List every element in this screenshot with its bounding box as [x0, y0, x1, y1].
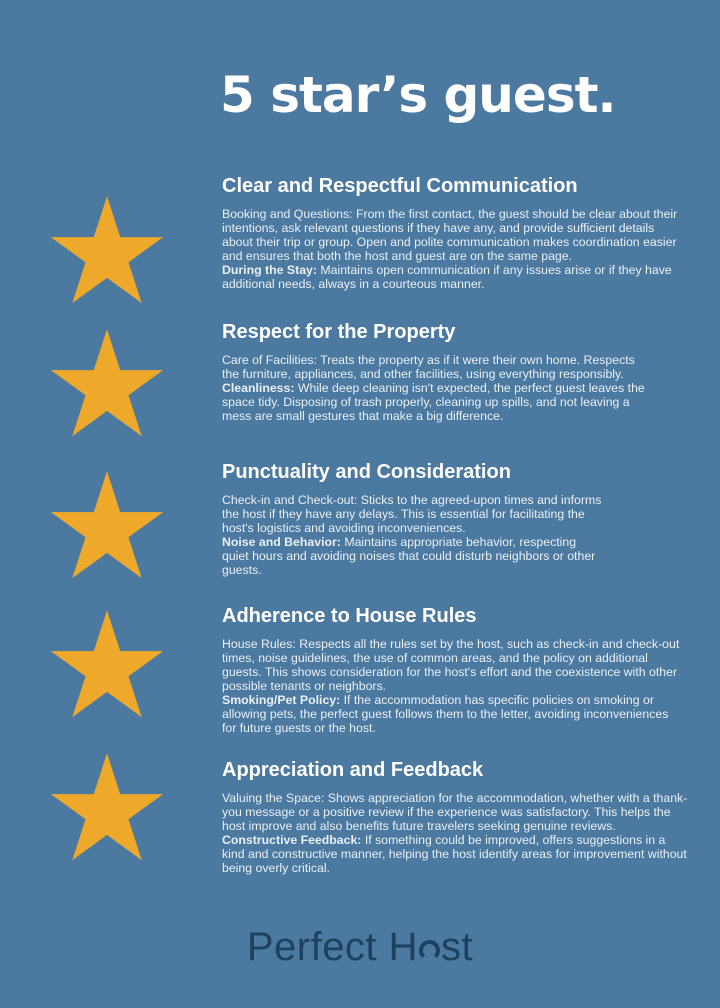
section-body — [222, 493, 604, 577]
star-icon — [48, 471, 166, 579]
section-heading: Clear and Respectful Communication — [222, 175, 578, 197]
section-para1: Check-in and Check-out: Sticks to the agreed-upon times and informs the host if they have any delays. This is essential for facilitating the host's logistics and avoiding inconveniences. — [222, 493, 602, 535]
star-icon-svg — [48, 471, 166, 579]
section-para2-lead: Cleanliness: — [222, 381, 295, 395]
section-heading: Respect for the Property — [222, 321, 456, 343]
section-para2-text: Maintains appropriate behavior, respecting quiet hours and avoiding noises that could disturb neighbors or other guests. — [222, 535, 596, 577]
section-feedback — [222, 759, 690, 875]
section-body — [222, 207, 684, 291]
star-icon — [48, 196, 166, 304]
section-para2-lead: Constructive Feedback: — [222, 833, 362, 847]
open-circle-o-icon — [419, 940, 440, 961]
section-property — [222, 321, 652, 423]
section-para2-text: If the accommodation has specific policies on smoking or allowing pets, the perfect guest follows them to the letter, avoiding inconveniences for future guests or the host. — [222, 693, 669, 735]
section-heading: Adherence to House Rules — [222, 605, 477, 627]
star-icon — [48, 329, 166, 437]
star-icon — [48, 753, 166, 861]
section-para2-lead: Smoking/Pet Policy: — [222, 693, 341, 707]
section-heading: Punctuality and Consideration — [222, 461, 511, 483]
section-para1: Valuing the Space: Shows appreciation for the accommodation, whether with a thank-you message or a positive review if the experience was satisfactory. This helps the host improve and also benefits future travelers seeking genuine reviews. — [222, 791, 688, 833]
section-house-rules — [222, 605, 682, 735]
star-shape — [51, 329, 163, 436]
section-para2-text: While deep cleaning isn't expected, the perfect guest leaves the space tidy. Disposing of trash properly, cleaning up spills, and not leaving a mess are small gestures that make a big difference. — [222, 381, 645, 423]
section-para1: House Rules: Respects all the rules set by the host, such as check-in and check-out times, noise guidelines, the use of common areas, and the policy on additional guests. This shows consideration for the host's effort and the coexistence with other possible tenants or neighbors. — [222, 637, 680, 693]
section-para2-text: Maintains open communication if any issues arise or if they have additional needs, always in a courteous manner. — [222, 263, 672, 291]
brand-logo — [0, 925, 720, 970]
section-body — [222, 353, 652, 423]
section-communication — [222, 175, 684, 291]
star-icon-svg — [48, 753, 166, 861]
star-icon-svg — [48, 610, 166, 718]
star-shape — [51, 471, 163, 578]
section-body — [222, 637, 682, 735]
logo-text-right: st — [441, 925, 474, 969]
star-shape — [51, 753, 163, 860]
section-heading: Appreciation and Feedback — [222, 759, 484, 781]
section-para2-text: If something could be improved, offers suggestions in a kind and constructive manner, helping the host identify areas for improvement without being overly critical. — [222, 833, 687, 875]
logo-text-left: Perfect H — [246, 925, 419, 969]
section-punctuality — [222, 461, 604, 577]
star-icon-svg — [48, 329, 166, 437]
star-icon-svg — [48, 196, 166, 304]
section-para1: Booking and Questions: From the first contact, the guest should be clear about their intentions, ask relevant questions if they have any, and provide sufficient details about their trip or group. Open and polite communication makes coordination easier and ensures that both the host and guest are on the same page. — [222, 207, 678, 263]
star-shape — [51, 196, 163, 303]
section-para1: Care of Facilities: Treats the property as if it were their own home. Respects the furniture, appliances, and other facilities, using everything responsibly. — [222, 353, 635, 381]
page-title: 5 star’s guest. — [220, 66, 616, 124]
section-para2-lead: Noise and Behavior: — [222, 535, 341, 549]
star-icon — [48, 610, 166, 718]
section-para2-lead: During the Stay: — [222, 263, 317, 277]
star-shape — [51, 610, 163, 717]
section-body — [222, 791, 690, 875]
